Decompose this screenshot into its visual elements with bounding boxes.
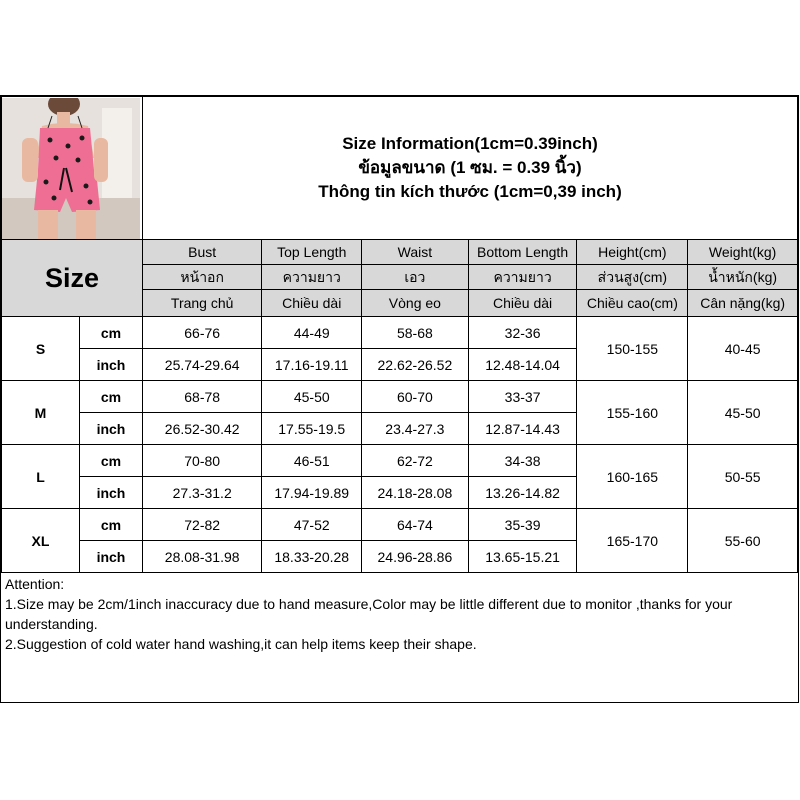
col-header-top-length-en: Top Length (262, 240, 362, 265)
unit-label-inch: inch (79, 413, 142, 445)
attention-line-2: 2.Suggestion of cold water hand washing,it can help items keep their shape. (5, 636, 477, 652)
col-header-bust-en: Bust (142, 240, 261, 265)
m-top-length-inch: 17.55-19.5 (262, 413, 362, 445)
size-information-header (142, 97, 797, 240)
attention-line-1: 1.Size may be 2cm/1inch inaccuracy due to hand measure,Color may be little different due to monitor ,thanks for your understanding. (5, 596, 733, 632)
pajama-model-illustration (2, 98, 140, 239)
m-bottom-length-inch: 12.87-14.43 (468, 413, 577, 445)
size-chart-table (1, 96, 798, 573)
product-photo-cell (2, 97, 143, 240)
col-header-height-th: ส่วนสูง(cm) (577, 265, 688, 290)
size-label-xl: XL (2, 509, 80, 573)
xl-top-length-cm: 47-52 (262, 509, 362, 541)
l-height: 160-165 (577, 445, 688, 509)
attention-title: Attention: (5, 576, 65, 592)
s-top-length-inch: 17.16-19.11 (262, 349, 362, 381)
l-waist-inch: 24.18-28.08 (362, 477, 469, 509)
m-top-length-cm: 45-50 (262, 381, 362, 413)
l-bottom-length-cm: 34-38 (468, 445, 577, 477)
s-bust-cm: 66-76 (142, 317, 261, 349)
xl-bust-cm: 72-82 (142, 509, 261, 541)
size-info-vietnamese: Thông tin kích thước (1cm=0,39 inch) (318, 182, 622, 201)
col-header-weight-en: Weight(kg) (688, 240, 798, 265)
col-header-bottom-length-en: Bottom Length (468, 240, 577, 265)
s-waist-inch: 22.62-26.52 (362, 349, 469, 381)
product-photo (2, 98, 140, 239)
s-top-length-cm: 44-49 (262, 317, 362, 349)
xl-weight: 55-60 (688, 509, 798, 573)
size-label-s: S (2, 317, 80, 381)
xl-waist-inch: 24.96-28.86 (362, 541, 469, 573)
s-waist-cm: 58-68 (362, 317, 469, 349)
size-info-thai: ข้อมูลขนาด (1 ซม. = 0.39 นิ้ว) (358, 158, 582, 177)
size-label-m: M (2, 381, 80, 445)
s-bust-inch: 25.74-29.64 (142, 349, 261, 381)
col-header-weight-vi: Cân nặng(kg) (688, 290, 798, 317)
unit-label-cm: cm (79, 381, 142, 413)
col-header-waist-vi: Vòng eo (362, 290, 469, 317)
m-bust-inch: 26.52-30.42 (142, 413, 261, 445)
l-weight: 50-55 (688, 445, 798, 509)
s-height: 150-155 (577, 317, 688, 381)
unit-label-inch: inch (79, 541, 142, 573)
col-header-bust-th: หน้าอก (142, 265, 261, 290)
s-bottom-length-cm: 32-36 (468, 317, 577, 349)
m-weight: 45-50 (688, 381, 798, 445)
l-bust-inch: 27.3-31.2 (142, 477, 261, 509)
l-waist-cm: 62-72 (362, 445, 469, 477)
m-waist-inch: 23.4-27.3 (362, 413, 469, 445)
l-top-length-cm: 46-51 (262, 445, 362, 477)
col-header-waist-en: Waist (362, 240, 469, 265)
xl-waist-cm: 64-74 (362, 509, 469, 541)
unit-label-cm: cm (79, 509, 142, 541)
xl-bust-inch: 28.08-31.98 (142, 541, 261, 573)
xl-top-length-inch: 18.33-20.28 (262, 541, 362, 573)
col-header-bottom-length-vi: Chiều dài (468, 290, 577, 317)
xl-bottom-length-inch: 13.65-15.21 (468, 541, 577, 573)
s-weight: 40-45 (688, 317, 798, 381)
col-header-weight-th: น้ำหนัก(kg) (688, 265, 798, 290)
s-bottom-length-inch: 12.48-14.04 (468, 349, 577, 381)
unit-label-cm: cm (79, 445, 142, 477)
unit-label-inch: inch (79, 349, 142, 381)
attention-notes (5, 574, 795, 654)
col-header-height-vi: Chiều cao(cm) (577, 290, 688, 317)
size-info-english: Size Information(1cm=0.39inch) (342, 134, 598, 153)
l-bottom-length-inch: 13.26-14.82 (468, 477, 577, 509)
col-header-top-length-vi: Chiều dài (262, 290, 362, 317)
col-header-top-length-th: ความยาว (262, 265, 362, 290)
l-bust-cm: 70-80 (142, 445, 261, 477)
m-height: 155-160 (577, 381, 688, 445)
col-header-waist-th: เอว (362, 265, 469, 290)
unit-label-cm: cm (79, 317, 142, 349)
xl-height: 165-170 (577, 509, 688, 573)
col-header-bottom-length-th: ความยาว (468, 265, 577, 290)
xl-bottom-length-cm: 35-39 (468, 509, 577, 541)
size-chart-sheet (0, 95, 799, 703)
size-label-l: L (2, 445, 80, 509)
unit-label-inch: inch (79, 477, 142, 509)
size-heading: Size (2, 240, 143, 317)
m-bottom-length-cm: 33-37 (468, 381, 577, 413)
col-header-height-en: Height(cm) (577, 240, 688, 265)
m-bust-cm: 68-78 (142, 381, 261, 413)
m-waist-cm: 60-70 (362, 381, 469, 413)
l-top-length-inch: 17.94-19.89 (262, 477, 362, 509)
col-header-bust-vi: Trang chủ (142, 290, 261, 317)
